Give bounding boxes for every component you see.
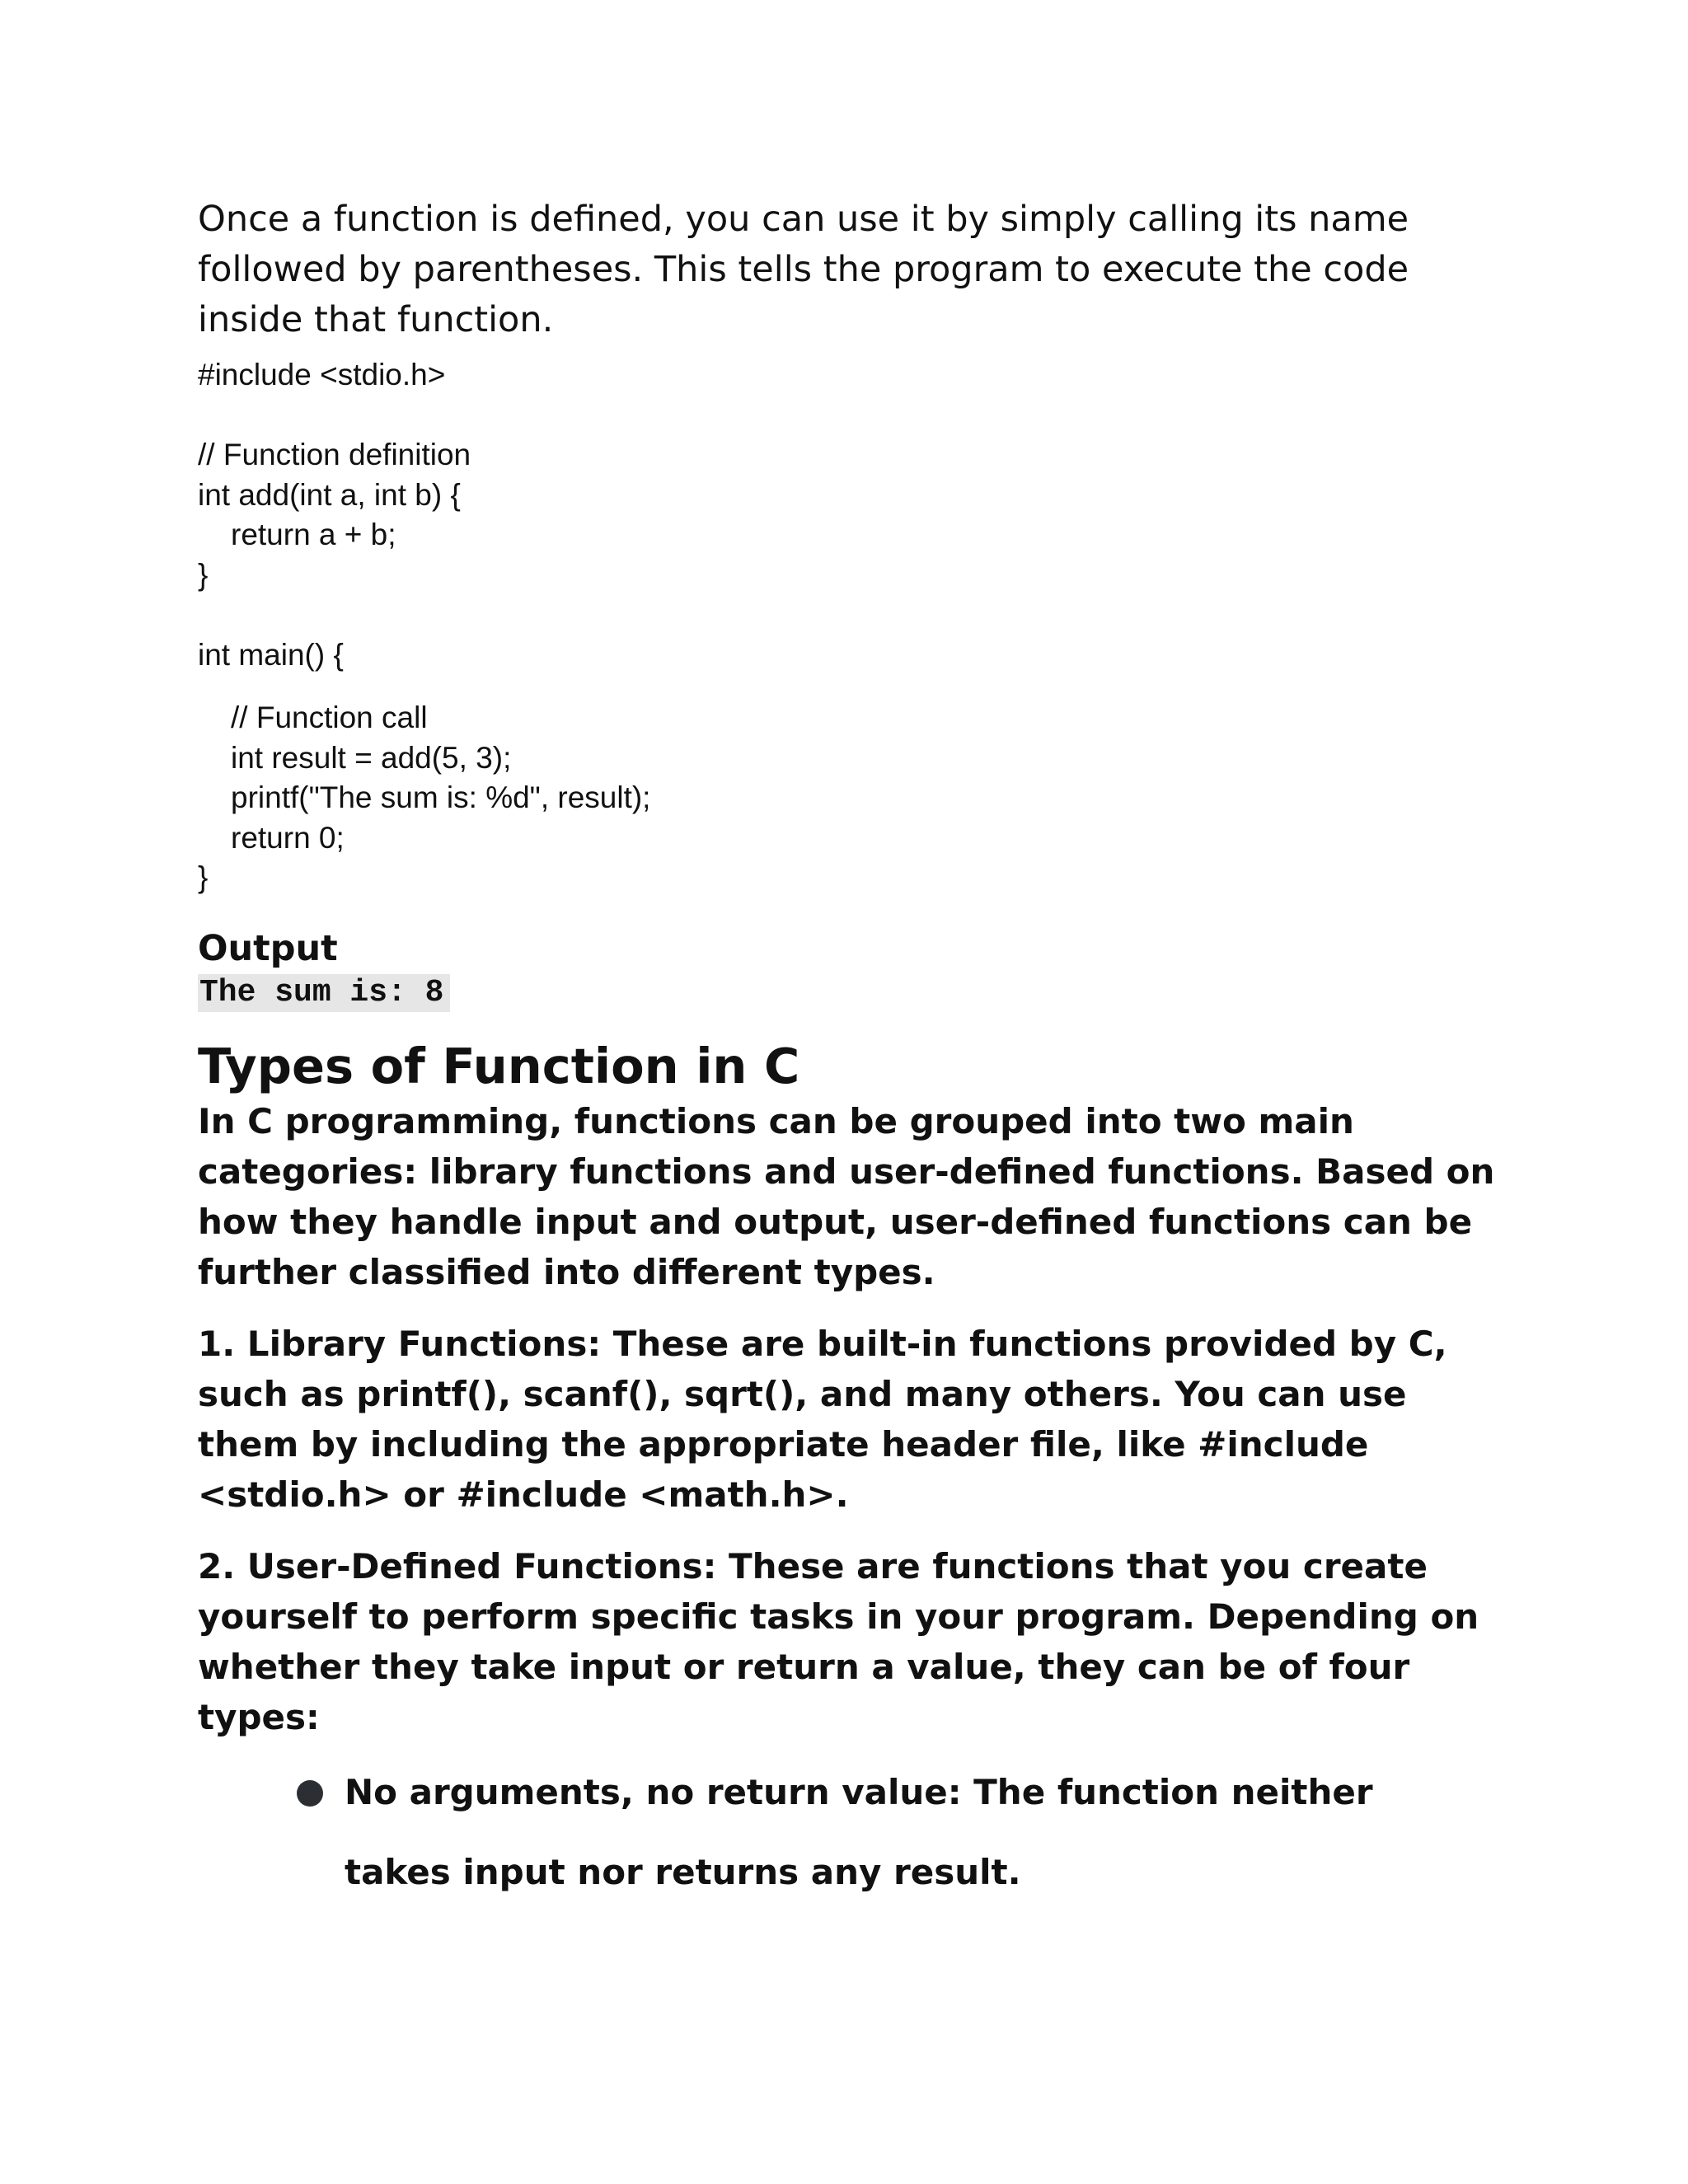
code-line: printf("The sum is: %d", result);	[231, 780, 651, 814]
code-line: #include <stdio.h>	[198, 358, 446, 391]
types-intro-paragraph: In C programming, functions can be grouped into two main categories: library functions and user-defined functions. Based on how they handle input and output, user-defined functions can be further classified into different types.	[198, 1100, 1495, 1292]
code-line	[198, 675, 1484, 698]
code-line: }	[198, 557, 209, 592]
section-title: Types of Function in C	[198, 1037, 800, 1094]
library-functions-paragraph: 1. Library Functions: These are built-in functions provided by C, such as printf(), scanf(), sqrt(), and many others. You can use them by including the appropriate header file, like #include <stdio.h> or #include <math.h>.	[198, 1323, 1447, 1515]
code-block	[198, 355, 1484, 898]
code-line: // Function definition	[198, 438, 471, 471]
code-line: int result = add(5, 3);	[231, 740, 512, 775]
list-item-text: No arguments, no return value: The function neither takes input nor returns any result.	[345, 1771, 1373, 1892]
code-line: // Function call	[231, 701, 428, 734]
code-line	[198, 595, 1484, 635]
user-defined-functions-paragraph: 2. User-Defined Functions: These are functions that you create yourself to perform specific tasks in your program. Depending on whether they take input or return a value, they can be of four types:	[198, 1545, 1479, 1737]
output-text: The sum is: 8	[198, 974, 450, 1012]
intro-paragraph: Once a function is defined, you can use it by simply calling its name followed by parentheses. This tells the program to execute the code inside that function.	[198, 199, 1409, 340]
code-line	[198, 396, 1484, 436]
function-types-list	[198, 1752, 1484, 1912]
output-heading: Output	[198, 927, 338, 969]
page-content	[198, 194, 1495, 1912]
code-line: }	[198, 860, 209, 894]
list-item	[198, 1752, 1484, 1912]
bullet-icon	[297, 1780, 323, 1807]
code-line: int main() {	[198, 637, 344, 672]
code-line: return a + b;	[231, 518, 396, 551]
code-line: return 0;	[231, 820, 345, 855]
code-line: int add(int a, int b) {	[198, 477, 461, 512]
